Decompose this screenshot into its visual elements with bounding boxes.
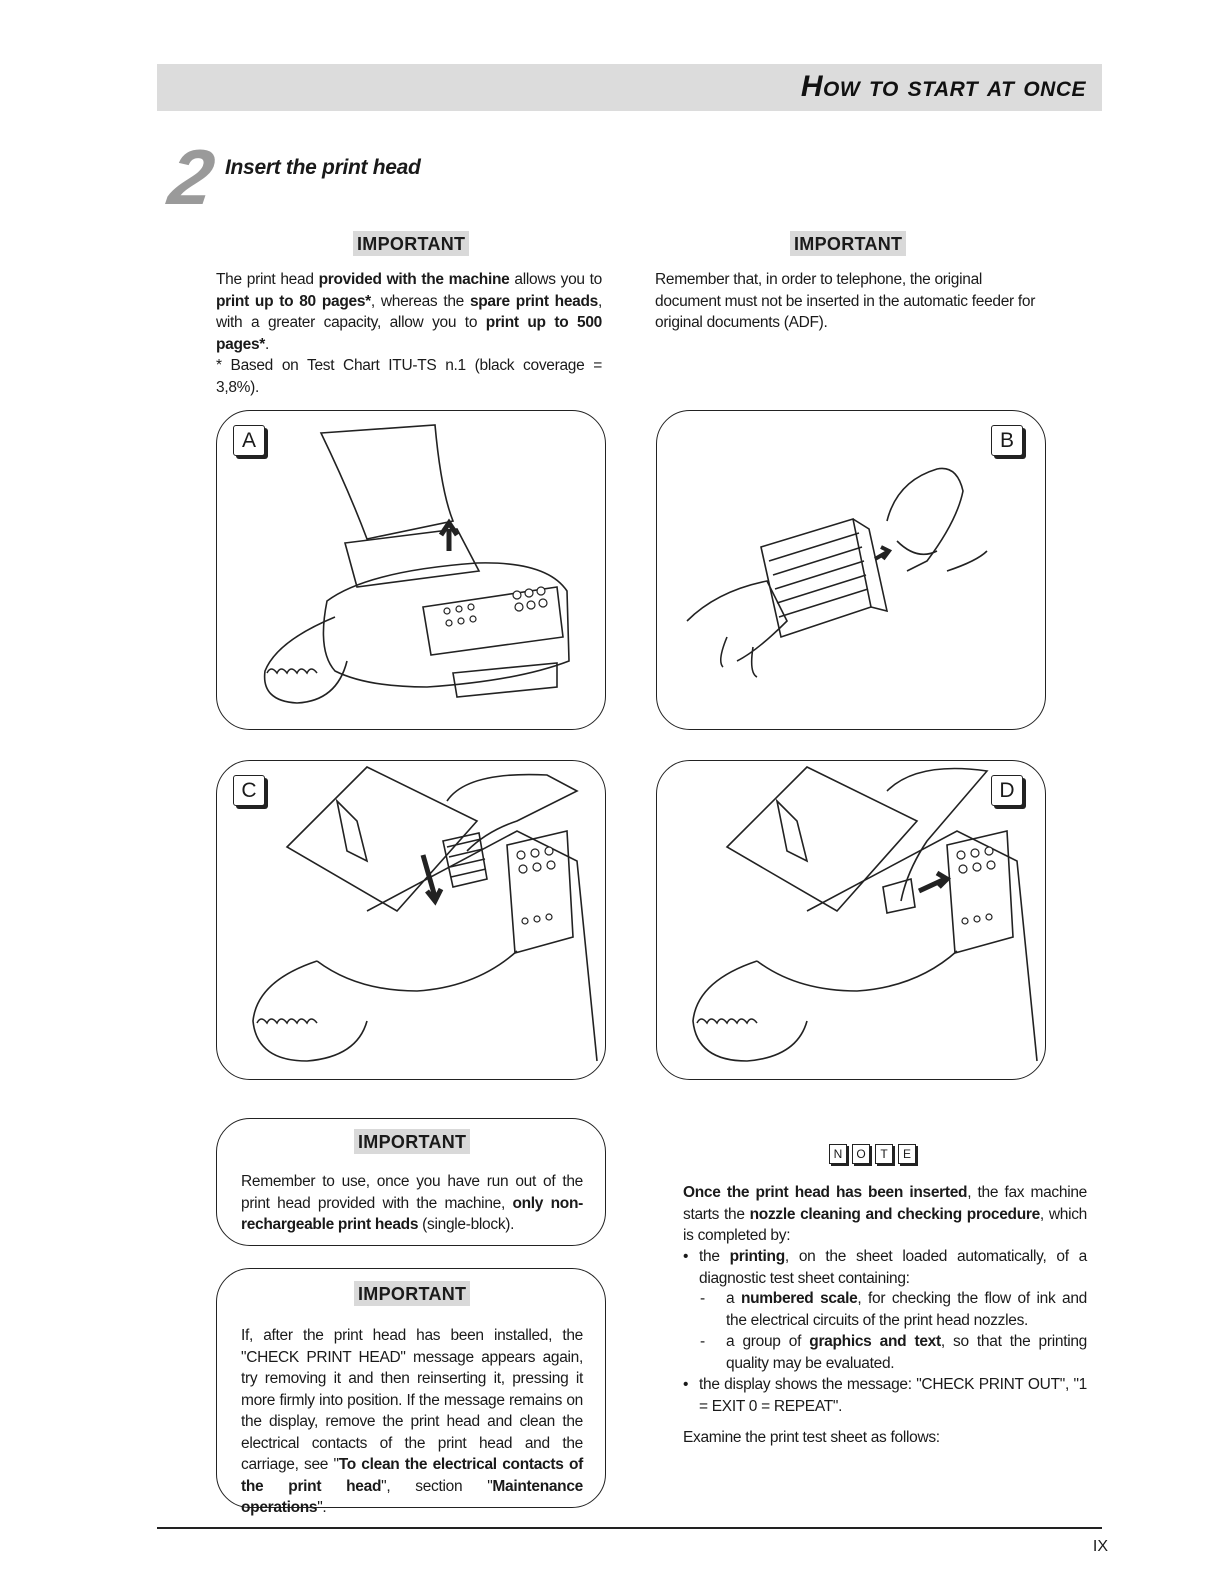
page-number: IX	[1092, 1538, 1108, 1555]
illustration-panel-c	[216, 760, 606, 1080]
note-bullet-1-mark: •	[683, 1248, 689, 1265]
note-tile: E	[898, 1144, 916, 1164]
step-number: 2	[163, 133, 220, 221]
note-intro: Once the print head has been inserted, the fax machine starts the nozzle cleaning and checking procedure, which is completed by:	[683, 1184, 1087, 1244]
note-tiles	[829, 1144, 921, 1164]
important-right-text: Remember that, in order to telephone, the original document must not be inserted in the automatic feeder for original documents (ADF).	[655, 271, 1036, 331]
insert-print-head-illustration	[217, 761, 605, 1079]
fax-machine-illustration	[217, 411, 605, 729]
important-box1-text: Remember to use, once you have run out of the print head provided with the machine, only non-rechargeable print heads (single-block).	[241, 1173, 583, 1233]
note-tile: N	[829, 1144, 847, 1164]
note-dash-2: a group of graphics and text, so that the printing quality may be evaluated.	[726, 1333, 1087, 1372]
step-title: Insert the print head	[225, 156, 421, 179]
important-left-text: The print head provided with the machine allows you to print up to 80 pages*, whereas the spare print heads, with a greater capacity, allow you to print up to 500 pages*. * Based on Test Chart ITU-TS n.1 (black coverage = 3,8%).	[216, 269, 602, 398]
lock-print-head-illustration	[657, 761, 1045, 1079]
note-dash-2-mark: -	[700, 1333, 705, 1350]
important-box-recharge	[216, 1118, 606, 1246]
illustration-panel-a	[216, 410, 606, 730]
header-bar	[157, 64, 1102, 111]
important-box-check-print-head	[216, 1268, 606, 1516]
note-bullet-1: the printing, on the sheet loaded automatically, of a diagnostic test sheet containing:	[699, 1248, 1087, 1287]
illustration-panel-d	[656, 760, 1046, 1080]
important-label-left: IMPORTANT	[353, 231, 469, 256]
header-title: How to start at once	[800, 70, 1086, 103]
panel-letter-a: A	[233, 425, 265, 456]
illustration-panel-b	[656, 410, 1046, 730]
note-tile: O	[852, 1144, 870, 1164]
note-bullet-2-mark: •	[683, 1376, 689, 1393]
important-label-box1: IMPORTANT	[354, 1129, 470, 1154]
footer-rule	[157, 1527, 1102, 1529]
panel-letter-d: D	[991, 775, 1023, 806]
note-closing: Examine the print test sheet as follows:	[683, 1429, 940, 1446]
important-label-right: IMPORTANT	[790, 231, 906, 256]
important-box2-text: If, after the print head has been installed, the "CHECK PRINT HEAD" message appears again, try removing it and then reinserting it, pressing it more firmly into position. If the message remains on the display, remove the print head and clean the electrical contacts of the print head and the carriage, see "To clean the electrical contacts of the print head", section "Maintenance operations".	[241, 1327, 583, 1516]
footnote: * Based on Test Chart ITU-TS n.1 (black coverage = 3,8%).	[216, 357, 602, 396]
panel-letter-b: B	[991, 425, 1023, 456]
note-dash-1: a numbered scale, for checking the flow of ink and the electrical circuits of the print head nozzles.	[726, 1290, 1087, 1329]
panel-letter-c: C	[233, 775, 265, 806]
note-tile: T	[875, 1144, 893, 1164]
print-head-unwrap-illustration	[657, 411, 1045, 729]
note-bullet-2: the display shows the message: "CHECK PRINT OUT", "1 = EXIT 0 = REPEAT".	[699, 1376, 1087, 1415]
note-dash-1-mark: -	[700, 1290, 705, 1307]
important-label-box2: IMPORTANT	[354, 1281, 470, 1306]
